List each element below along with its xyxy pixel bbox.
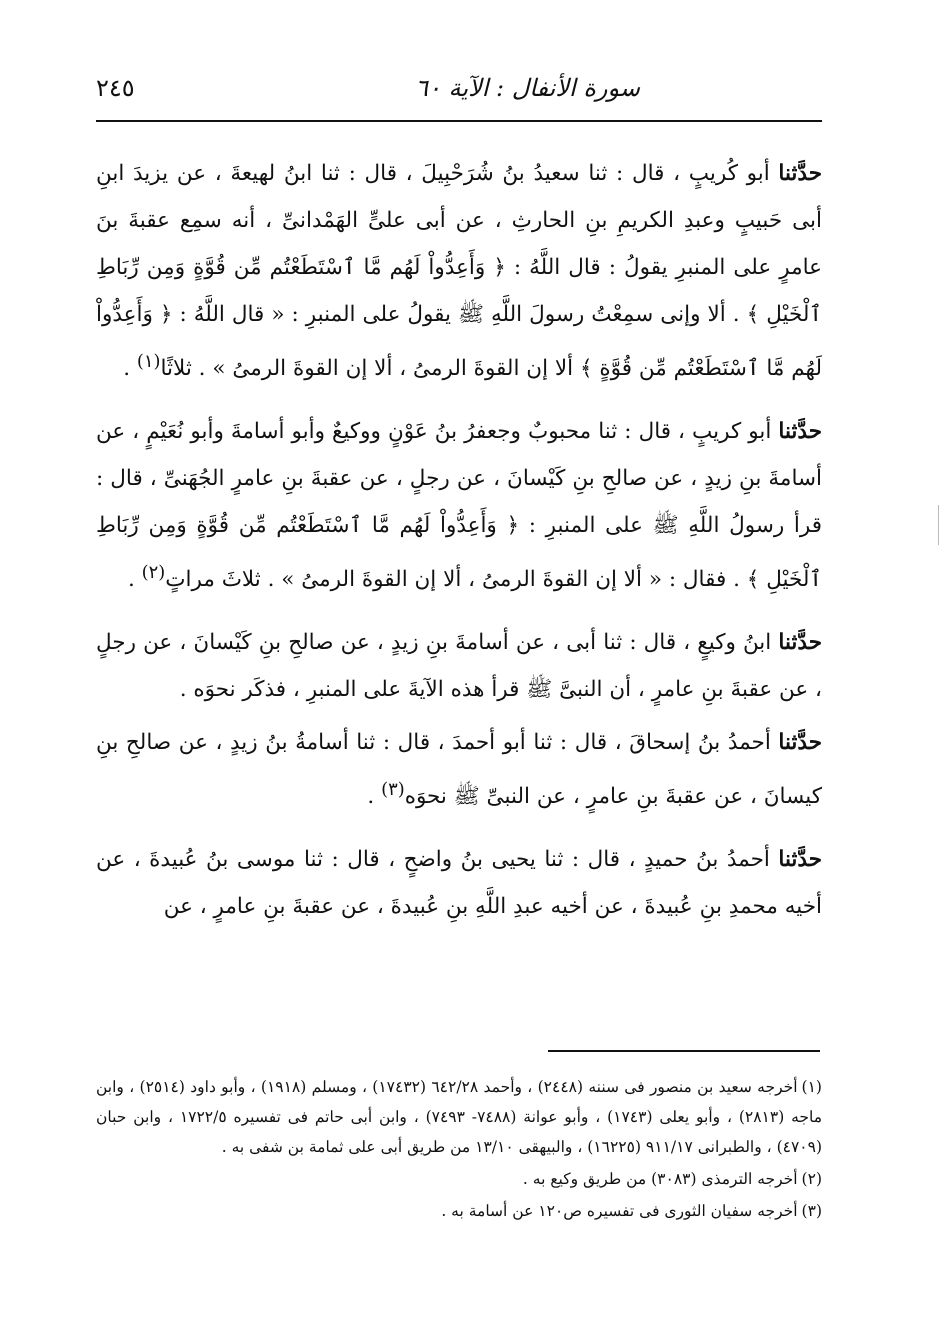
page-header (96, 62, 820, 122)
hadith-paragraph-3 (96, 619, 822, 713)
paragraph-text: ابنُ وكيعٍ ، قال : ثنا أبى ، عن أسامةَ بنِ زيدٍ ، عن صالحِ بنِ كَيْسانَ ، عن رجلٍ ، عن عقبةَ بنِ عامرٍ ، أن النبىَّ ﷺ قرأ هذه الآيةَ على المنبرِ ، فذكَر نحوَه . (96, 630, 822, 703)
page-number: ٢٤٥ (96, 74, 135, 102)
paragraph-lead: حدَّثنا (778, 161, 822, 186)
footnote-ref[interactable]: (١) (136, 351, 161, 372)
footnote-3 (96, 1196, 822, 1226)
footnotes (96, 1072, 822, 1228)
footnote-number: (٣) (801, 1202, 822, 1220)
main-text (96, 150, 822, 946)
header-rule (96, 120, 822, 122)
hadith-paragraph-5 (96, 836, 822, 930)
footnote-rule (548, 1050, 820, 1052)
running-title: سورة الأنفال : الآية ٦٠ (415, 74, 640, 102)
footnote-text: أخرجه سعيد بن منصور فى سننه (٢٤٤٨) ، وأحمد ٦٤٢/٢٨ (١٧٤٣٢) ، ومسلم (١٩١٨) ، وأبو داود (٢٥١٤) ، وابن ماجه (٢٨١٣) ، وأبو يعلى (١٧٤٣) ، وأبو عوانة (٧٤٨٨- ٧٤٩٣) ، وابن أبى حاتم فى تفسيره ١٧٢٢/٥ ، وابن حبان (٤٧٠٩) ، والطبرانى ٩١١/١٧ (١٦٢٢٥) ، والبيهقى ١٣/١٠ من طريق أبى على ثمامة بن شفى به . (96, 1078, 822, 1156)
paragraph-lead: حدَّثنا (778, 847, 822, 873)
footnote-number: (٢) (801, 1170, 822, 1188)
paragraph-text: أحمدُ بنُ حميدٍ ، قال : ثنا يحيى بنُ واضحٍ ، قال : ثنا موسى بنُ عُبيدةَ ، عن أخيه محمدِ بنِ عُبيدةَ ، عن أخيه عبدِ اللَّهِ بنِ عُبيدةَ ، عن عقبةَ بنِ عامرٍ ، عن (96, 847, 822, 920)
footnote-1 (96, 1072, 822, 1162)
paragraph-lead: حدَّثنا (778, 419, 822, 445)
paragraph-text: أحمدُ بنُ إسحاقَ ، قال : ثنا أبو أحمدَ ، قال : ثنا أسامةُ بنُ زيدٍ ، عن صالحِ بنِ كيسانَ ، عن عقبةَ بنِ عامرٍ ، عن النبىِّ ﷺ نحوَه (96, 730, 822, 810)
paragraph-lead: حدَّثنا (778, 730, 822, 756)
footnote-text: أخرجه الترمذى (٣٠٨٣) من طريق وكيع به . (522, 1170, 798, 1188)
paragraph-tail: . (123, 356, 137, 382)
paragraph-text: أبو كريبٍ ، قال : ثنا محبوبٌ وجعفرُ بنُ عَوْنٍ ووكيعٌ وأبو أسامةَ وأبو نُعَيْمٍ ، عن أسامةَ بنِ زيدٍ ، عن صالحِ بنِ كَيْسانَ ، عن رجلٍ ، عن عقبةَ بنِ عامرٍ الجُهَنىِّ ، قال : قرأ رسولُ اللَّهِ ﷺ على المنبرِ : ﴿ وَأَعِدُّواْ لَهُم مَّا ٱسْتَطَعْتُم مِّن قُوَّةٍ وَمِن رِّبَاطِ ٱلْخَيْلِ ﴾ . فقال : « ألا إن القوةَ الرمىُ ، ألا إن القوةَ الرمىُ » . ثلاثَ مراتٍ (96, 419, 822, 593)
paragraph-lead: حدَّثنا (778, 630, 822, 656)
footnote-text: أخرجه سفيان الثورى فى تفسيره ص١٢٠ عن أسامة به . (441, 1202, 798, 1220)
paragraph-tail: . (127, 567, 142, 593)
hadith-paragraph-2 (96, 408, 822, 603)
scan-margin-mark (938, 505, 939, 545)
paragraph-tail: . (367, 784, 382, 810)
footnote-ref[interactable]: (٣) (381, 779, 405, 801)
paragraph-text: أبو كُريبٍ ، قال : ثنا سعيدُ بنُ شُرَحْبِيلَ ، قال : ثنا ابنُ لهيعةَ ، عن يزيدَ ابنِ أبى حَبيبٍ وعبدِ الكريمِ بنِ الحارثِ ، عن أبى علىٍّ الهَمْدانىِّ ، أنه سمِع عقبةَ بنَ عامرٍ على المنبرِ يقولُ : قال اللَّهُ : ﴿ وَأَعِدُّواْ لَهُم مَّا ٱسْتَطَعْتُم مِّن قُوَّةٍ وَمِن رِّبَاطِ ٱلْخَيْلِ ﴾ . ألا وإنى سمِعْتُ رسولَ اللَّهِ ﷺ يقولُ على المنبرِ : « قال اللَّهُ : ﴿ وَأَعِدُّواْ لَهُم مَّا ٱسْتَطَعْتُم مِّن قُوَّةٍ ﴾ ألا إن القوةَ الرمىُ ، ألا إن القوةَ الرمىُ » . ثلاثًا (96, 161, 822, 382)
hadith-paragraph-4 (96, 719, 822, 820)
footnote-2 (96, 1164, 822, 1194)
hadith-paragraph-1 (96, 150, 822, 392)
footnote-ref[interactable]: (٢) (141, 562, 166, 584)
footnote-number: (١) (801, 1078, 822, 1096)
